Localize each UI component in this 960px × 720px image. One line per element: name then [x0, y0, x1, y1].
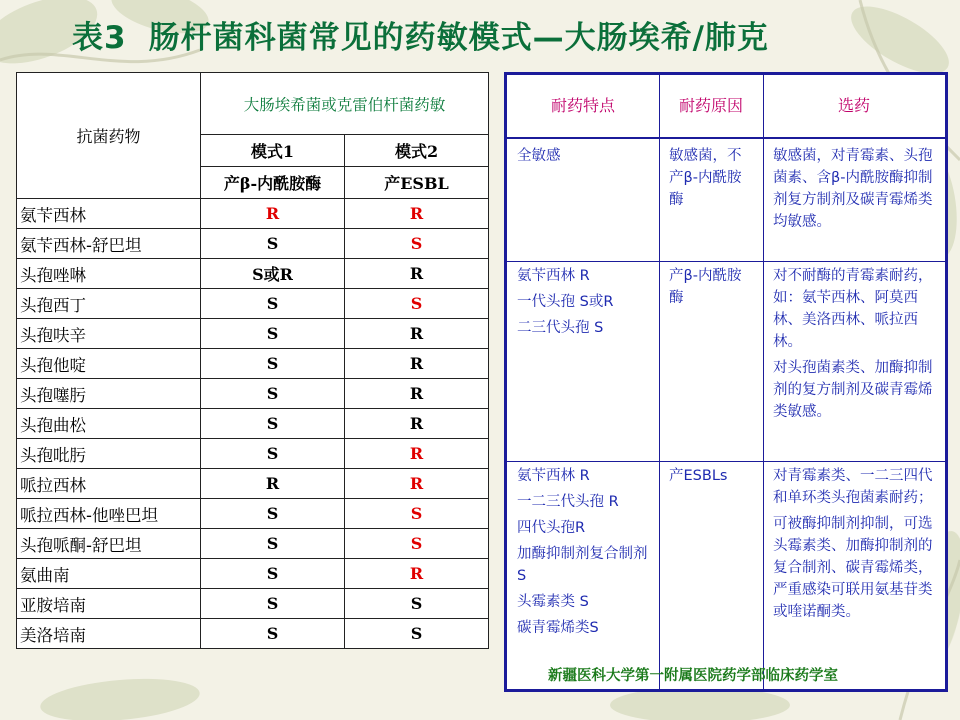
pattern2-result: R — [345, 259, 489, 289]
column-divider — [659, 75, 660, 689]
table-row — [17, 469, 489, 499]
pattern1-result: S — [201, 589, 345, 619]
drug-name: 头孢吡肟 — [17, 439, 201, 469]
pattern2-result: R — [345, 439, 489, 469]
table-row — [17, 319, 489, 349]
pattern2-subheader: 产ESBL — [345, 167, 489, 199]
pattern2-result: R — [345, 199, 489, 229]
table-row — [17, 259, 489, 289]
header-trait: 耐药特点 — [550, 96, 615, 115]
drug-name: 哌拉西林 — [17, 469, 201, 499]
pattern1-result: S — [201, 229, 345, 259]
row3-cause: 产ESBLs — [669, 468, 728, 484]
row2-trait: 氨苄西林 R 一代头孢 S或R 二三代头孢 S — [517, 268, 614, 336]
drug-name: 头孢他啶 — [17, 349, 201, 379]
pattern1-result: S — [201, 319, 345, 349]
drug-name: 头孢西丁 — [17, 289, 201, 319]
table-row — [17, 289, 489, 319]
row1-choice: 敏感菌，对青霉素、头孢菌素、含β-内酰胺酶抑制剂复方制剂及碳青霉烯类均敏感。 — [773, 148, 933, 230]
drug-name: 氨苄西林-舒巴坦 — [17, 229, 201, 259]
resistance-table — [504, 72, 948, 692]
pattern1-result: S — [201, 619, 345, 649]
pattern1-result: S — [201, 559, 345, 589]
pattern1-subheader: 产β-内酰胺酶 — [201, 167, 345, 199]
drug-name: 头孢哌酮-舒巴坦 — [17, 529, 201, 559]
pattern1-result: R — [201, 469, 345, 499]
page-title — [72, 12, 952, 64]
pattern2-result: R — [345, 559, 489, 589]
pattern2-header: 模式2 — [345, 135, 489, 167]
pattern2-result: R — [345, 469, 489, 499]
table-number: 表3 — [72, 20, 127, 56]
header-choice: 选药 — [837, 96, 870, 115]
row2-choice: 对不耐酶的青霉素耐药，如：氨苄西林、阿莫西林、美洛西林、哌拉西林。 对头孢菌素类、加酶抑制剂的复方制剂及碳青霉烯类敏感。 — [773, 268, 933, 420]
drug-name: 氨曲南 — [17, 559, 201, 589]
pattern1-result: S — [201, 409, 345, 439]
drug-name: 哌拉西林-他唑巴坦 — [17, 499, 201, 529]
susceptibility-table — [16, 72, 489, 649]
pattern1-result: S或R — [201, 259, 345, 289]
pattern1-result: S — [201, 379, 345, 409]
pattern2-result: S — [345, 619, 489, 649]
pattern2-result: R — [345, 409, 489, 439]
footer-institution: 新疆医科大学第一附属医院药学部临床药学室 — [548, 667, 838, 684]
pattern1-result: S — [201, 439, 345, 469]
row-divider — [507, 261, 945, 262]
drug-name: 头孢唑啉 — [17, 259, 201, 289]
row2-cause: 产β-内酰胺酶 — [669, 268, 742, 306]
pattern2-result: S — [345, 499, 489, 529]
row1-cause: 敏感菌，不产β-内酰胺酶 — [669, 148, 742, 208]
table-row — [17, 589, 489, 619]
pattern1-result: R — [201, 199, 345, 229]
pattern2-result: S — [345, 589, 489, 619]
row3-choice: 对青霉素类、一二三四代和单环类头孢菌素耐药； 可被酶抑制剂抑制，可选头霉素类、加酶抑制剂的复合制剂、碳青霉烯类，严重感染可联用氨基苷类或喹诺酮类。 — [773, 468, 933, 620]
table-row — [17, 409, 489, 439]
pattern2-result: R — [345, 349, 489, 379]
pattern1-result: S — [201, 289, 345, 319]
row3-trait: 氨苄西林 R 一二三代头孢 R 四代头孢R 加酶抑制剂复合制剂 S 头霉素类 S 碳青霉烯类S — [517, 468, 648, 636]
table-row — [17, 559, 489, 589]
drug-name: 头孢呋辛 — [17, 319, 201, 349]
column-divider — [763, 75, 764, 689]
pattern2-result: S — [345, 289, 489, 319]
row-divider — [507, 461, 945, 462]
drug-name: 头孢曲松 — [17, 409, 201, 439]
pattern1-result: S — [201, 529, 345, 559]
header-cause: 耐药原因 — [678, 96, 743, 115]
pattern2-result: R — [345, 379, 489, 409]
row1-trait: 全敏感 — [517, 148, 561, 164]
pattern1-result: S — [201, 349, 345, 379]
table-row — [17, 529, 489, 559]
group-header: 大肠埃希菌或克雷伯杆菌药敏 — [201, 73, 489, 135]
drug-name: 亚胺培南 — [17, 589, 201, 619]
drug-column-header: 抗菌药物 — [17, 73, 201, 199]
pattern2-result: S — [345, 529, 489, 559]
table-row — [17, 439, 489, 469]
drug-name: 美洛培南 — [17, 619, 201, 649]
drug-name: 氨苄西林 — [17, 199, 201, 229]
resistance-table-header — [507, 75, 945, 139]
pattern1-result: S — [201, 499, 345, 529]
table-row — [17, 379, 489, 409]
table-row — [17, 499, 489, 529]
drug-name: 头孢噻肟 — [17, 379, 201, 409]
pattern1-header: 模式1 — [201, 135, 345, 167]
table-row — [17, 229, 489, 259]
table-row — [17, 199, 489, 229]
pattern2-result: S — [345, 229, 489, 259]
title-text: 肠杆菌科菌常见的药敏模式—大肠埃希/肺克 — [148, 20, 769, 56]
pattern2-result: R — [345, 319, 489, 349]
table-row — [17, 619, 489, 649]
table-row — [17, 349, 489, 379]
